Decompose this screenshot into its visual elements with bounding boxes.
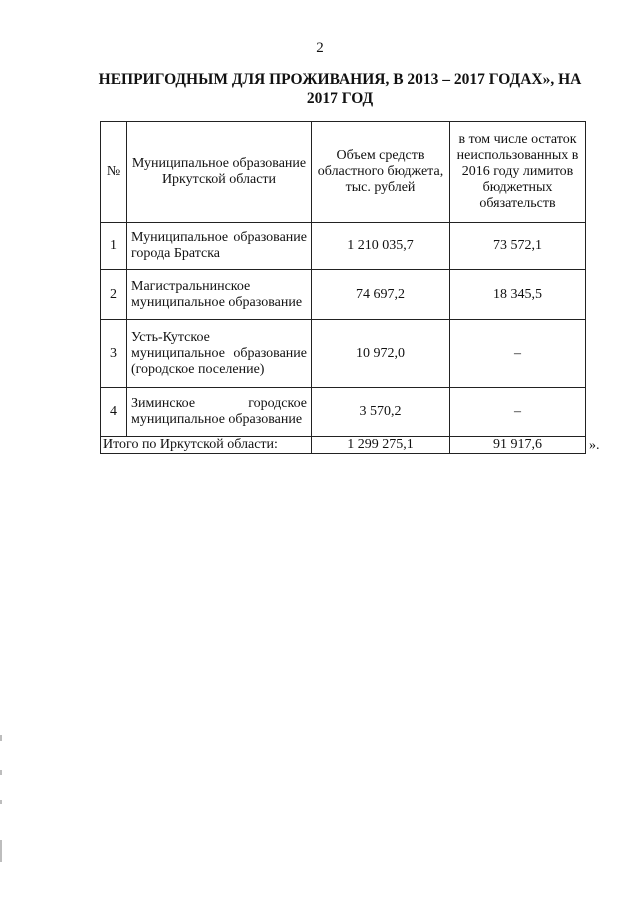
row-unused-remainder: – — [450, 388, 586, 437]
row-municipality: Усть-Кутское муниципальное образование (городское поселение) — [127, 320, 312, 388]
row-budget-volume: 3 570,2 — [312, 388, 450, 437]
table-row — [101, 388, 586, 437]
row-number: 4 — [101, 388, 127, 437]
scan-edge-mark — [0, 840, 2, 862]
row-number: 1 — [101, 223, 127, 270]
heading-line-2: 2017 ГОД — [306, 90, 374, 107]
table-header-row — [101, 122, 586, 223]
row-budget-volume: 10 972,0 — [312, 320, 450, 388]
scan-edge-mark — [0, 735, 2, 741]
total-row — [101, 437, 586, 454]
page-number: 2 — [316, 40, 324, 56]
row-unused-remainder: 18 345,5 — [450, 270, 586, 320]
heading-line-1: НЕПРИГОДНЫМ ДЛЯ ПРОЖИВАНИЯ, В 2013 – 2017 ГОДАХ», НА — [98, 71, 582, 88]
row-municipality: Магистральнинское муниципальное образование — [127, 270, 312, 320]
header-unused-remainder: в том числе остаток неиспользованных в 2016 году лимитов бюджетных обязательств — [450, 122, 586, 223]
row-budget-volume: 74 697,2 — [312, 270, 450, 320]
table-row — [101, 270, 586, 320]
document-heading — [70, 70, 610, 108]
total-label: Итого по Иркутской области: — [101, 437, 312, 454]
header-municipality: Муниципальное образование Иркутской области — [127, 122, 312, 223]
header-number: № — [101, 122, 127, 223]
table-row — [101, 223, 586, 270]
total-budget-volume: 1 299 275,1 — [312, 437, 450, 454]
row-unused-remainder: – — [450, 320, 586, 388]
row-municipality: Зиминское городское муниципальное образование — [127, 388, 312, 437]
scan-edge-mark — [0, 770, 2, 775]
scan-edge-mark — [0, 800, 2, 804]
row-number: 2 — [101, 270, 127, 320]
row-municipality: Муниципальное образование города Братска — [127, 223, 312, 270]
row-number: 3 — [101, 320, 127, 388]
closing-quote: ». — [589, 438, 600, 453]
table-row — [101, 320, 586, 388]
header-budget-volume: Объем средств областного бюджета, тыс. рублей — [312, 122, 450, 223]
budget-allocation-table — [100, 121, 586, 454]
row-unused-remainder: 73 572,1 — [450, 223, 586, 270]
row-budget-volume: 1 210 035,7 — [312, 223, 450, 270]
total-unused-remainder: 91 917,6 — [450, 437, 586, 454]
